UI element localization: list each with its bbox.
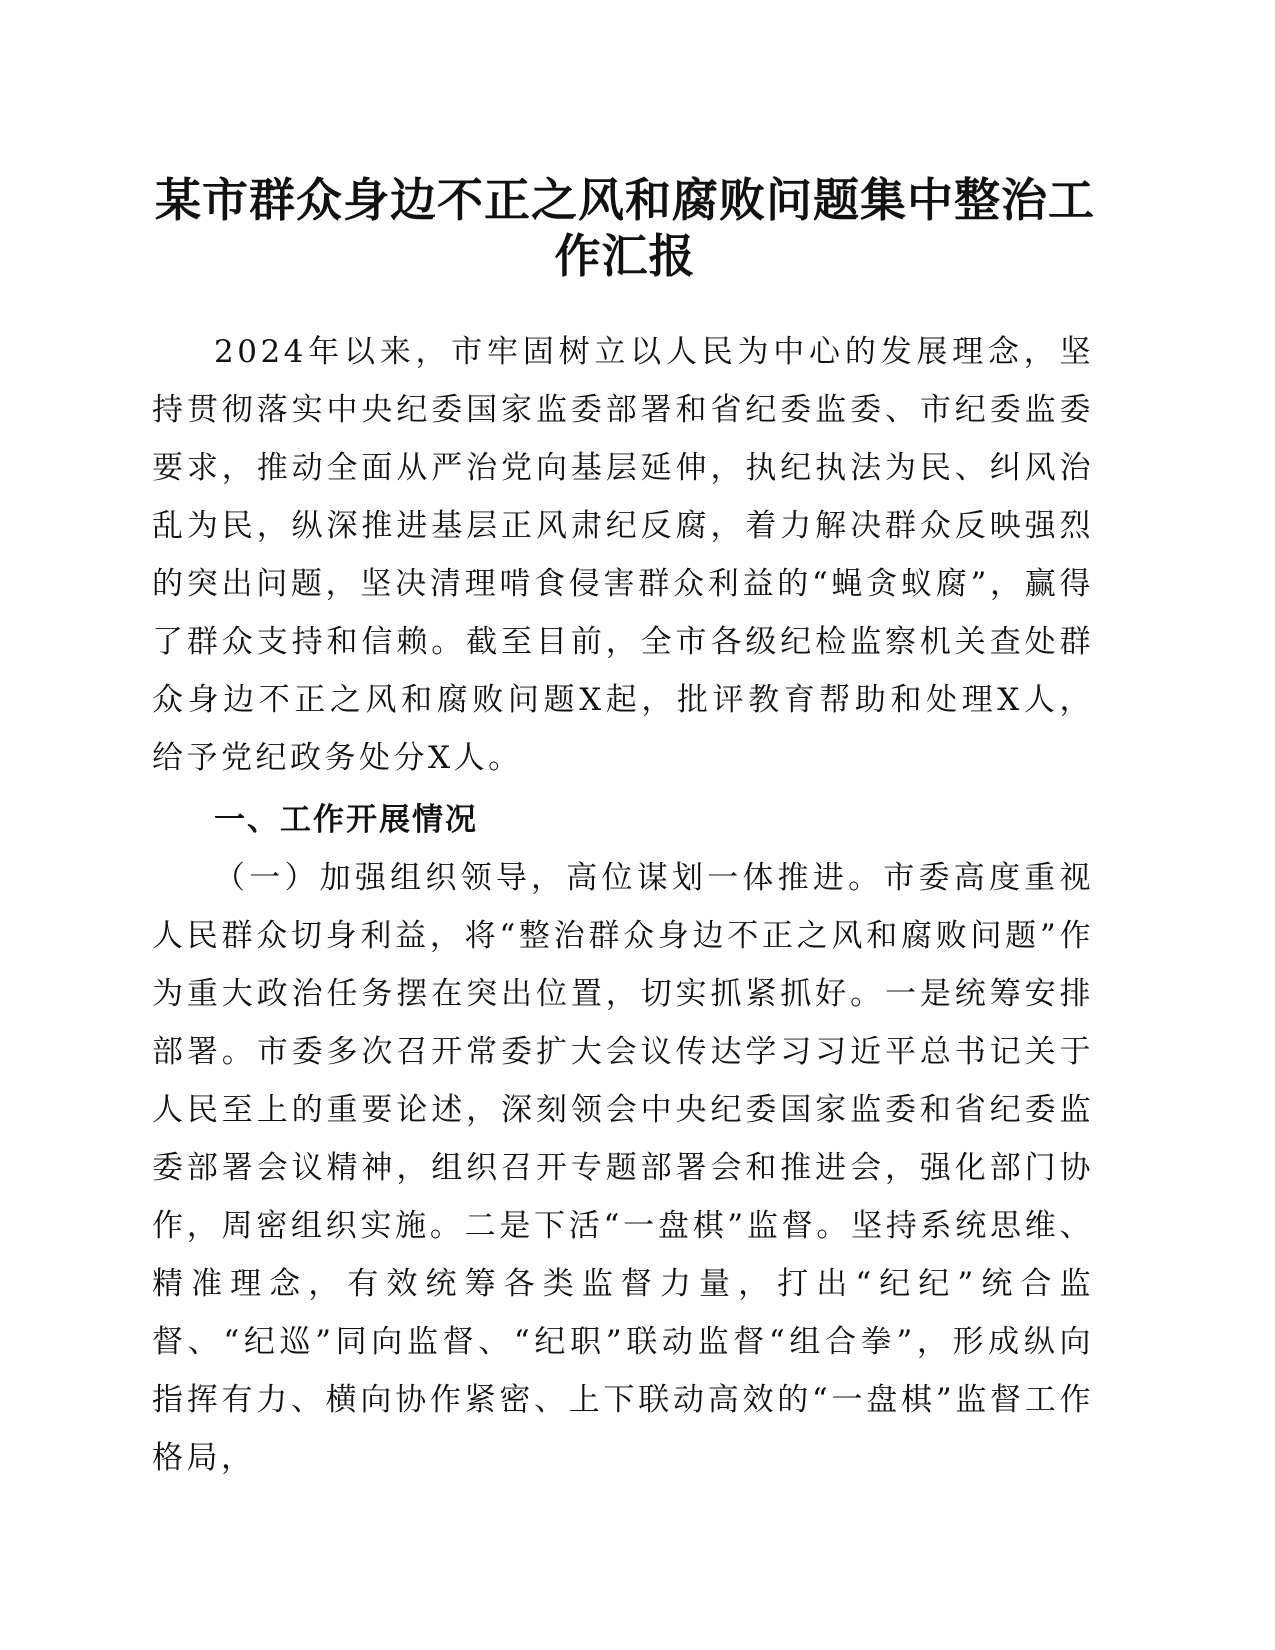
section-paragraph: （一）加强组织领导，高位谋划一体推进。市委高度重视人民群众切身利益，将“整治群众身边不正之风和腐败问题”作为重大政治任务摆在突出位置，切实抓紧抓好。一是统筹安排部署。市委多次召开常委扩大会议传达学习习近平总书记关于人民至上的重要论述，深刻领会中央纪委国家监委和省纪委监委部署会议精神，组织召开专题部署会和推进会，强化部门协作，周密组织实施。二是下活“一盘棋”监督。坚持系统思维、精准理念，有效统筹各类监督力量，打出“纪纪”统合监督、“纪巡”同向监督、“纪职”联动监督“组合拳”，形成纵向指挥有力、横向协作紧密、上下联动高效的“一盘棋”监督工作格局， <box>152 860 1094 1476</box>
intro-paragraph: 2024年以来，市牢固树立以人民为中心的发展理念，坚持贯彻落实中央纪委国家监委部署和省纪委监委、市纪委监委要求，推动全面从严治党向基层延伸，执纪执法为民、纠风治乱为民，纵深推进基层正风肃纪反腐，着力解决群众反映强烈的突出问题，坚决清理啃食侵害群众利益的“蝇贪蚁腐”，赢得了群众支持和信赖。截至目前，全市各级纪检监察机关查处群众身边不正之风和腐败问题X起，批评教育帮助和处理X人，给予党纪政务处分X人。 <box>152 334 1094 776</box>
document-title: 某市群众身边不正之风和腐败问题集中整治工作汇报 <box>155 173 1095 283</box>
section-heading: 一、工作开展情况 <box>214 802 478 838</box>
